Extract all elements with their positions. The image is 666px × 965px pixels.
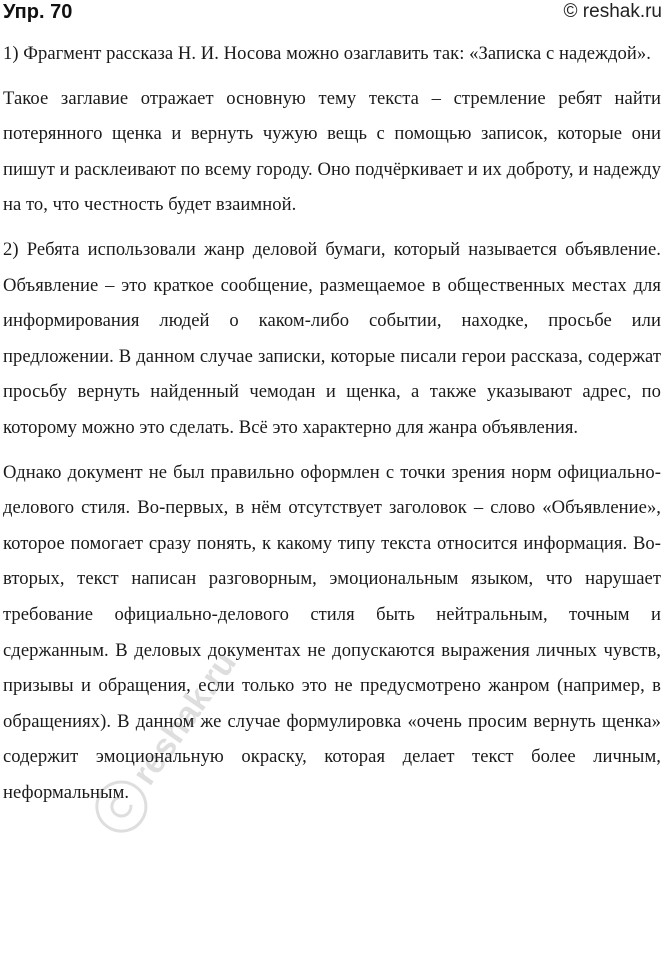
exercise-title: Упр. 70: [3, 1, 73, 23]
paragraph-title-explanation: Такое заглавие отражает основную тему текста – стремление ребят найти потерянного щенка и вернуть чужую вещь с помощью записок, которые они пишут и расклеивают по всему городу. Оно подчёркивает и их доброту, и надежду на то, что честность будет взаимной.: [3, 87, 661, 216]
paragraph-genre-answer: 2) Ребята использовали жанр деловой бумаги, который называется объявление. Объявление – это краткое сообщение, размещаемое в общественных местах для информирования людей о каком-либо событии, находке, просьбе или предложении. В данном случае записки, которые писали герои рассказа, содержат просьбу вернуть найденный чемодан и щенка, а также указывают адрес, по которому можно это сделать. Всё это характерно для жанра объявления.: [3, 238, 661, 438]
paragraph-title-answer: 1) Фрагмент рассказа Н. И. Носова можно озаглавить так: «Записка с надеждой».: [3, 43, 651, 64]
site-watermark: © reshak.ru: [563, 1, 662, 22]
page-header: [0, 0, 666, 32]
paragraph-style-analysis: Однако документ не был правильно оформлен с точки зрения норм официально-делового стиля. Во-первых, в нём отсутствует заголовок – слово «Объявление», которое помогает сразу понять, к какому типу текста относится информация. Во-вторых, текст написан разговорным, эмоциональным языком, что нарушает требование официально-делового стиля быть нейтральным, точным и сдержанным. В деловых документах не допускаются выражения личных чувств, призывы и обращения, если только это не предусмотрено жанром (например, в обращениях). В данном же случае формулировка «очень просим вернуть щенка» содержит эмоциональную окраску, которая делает текст более личным, неформальным.: [3, 461, 661, 803]
answer-text: [3, 36, 661, 819]
diagonal-watermark-text: reshak.ru: [125, 644, 244, 792]
